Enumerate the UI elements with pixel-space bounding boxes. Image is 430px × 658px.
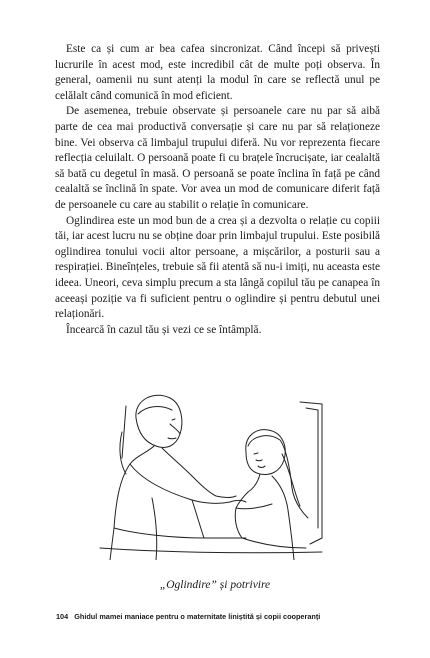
child-figure <box>230 402 322 560</box>
paragraph: De asemenea, trebuie observate și persoanele care nu par să aibă parte de cea mai productivă conversație și care nu par să relaționeze bine. Vei observa că limbajul trupului diferă. Nu vor reprezenta fiecare reflecția celuilalt. O persoană poate fi cu brațele încrucișate, iar cealaltă să bată cu degetul în masă. O persoană se poate înclina în față pe când cealaltă se înclină în spate. Vor avea un mod de comunicare diferit față de persoanele cu care au stabilit o relație în comunicare. <box>55 105 380 211</box>
mirroring-illustration <box>96 388 326 560</box>
page-number: 104 <box>56 612 69 621</box>
paragraph: Oglindirea este un mod bun de a crea și a dezvolta o relație cu copiii tăi, iar acest lucru nu se obține doar prin limbajul trupului. Este posibilă oglindirea tonului vocii altor persoane, a mișcărilor, a posturii sau a respirației. Bineînțeles, trebuie să fii atentă să nu-i imiți, nu aceasta este ideea. Uneori, ceva simplu precum a sta lângă copilul tău pe canapea în aceeași poziție va fi suficient pentru o oglindire și pentru debutul unei relaționări. <box>55 214 380 321</box>
adult-figure <box>110 395 246 560</box>
paragraph: Este ca și cum ar bea cafea sincronizat. Când începi să privești lucrurile în acest mod, este incredibil cât de multe poți observa. În general, oamenii nu sunt atenți la modul în care se reflectă unul pe celălalt când comunică în mod eficient. <box>55 43 380 102</box>
running-title: Ghidul mamei maniace pentru o maternitate liniștită și copii cooperanți <box>74 612 321 621</box>
body-text <box>55 42 380 338</box>
figure-caption: „Oglindire” și potrivire <box>159 579 271 591</box>
paragraph: Încearcă în cazul tău și vezi ce se întâmplă. <box>66 323 262 336</box>
page-footer <box>56 612 320 621</box>
table-edge <box>100 548 322 553</box>
